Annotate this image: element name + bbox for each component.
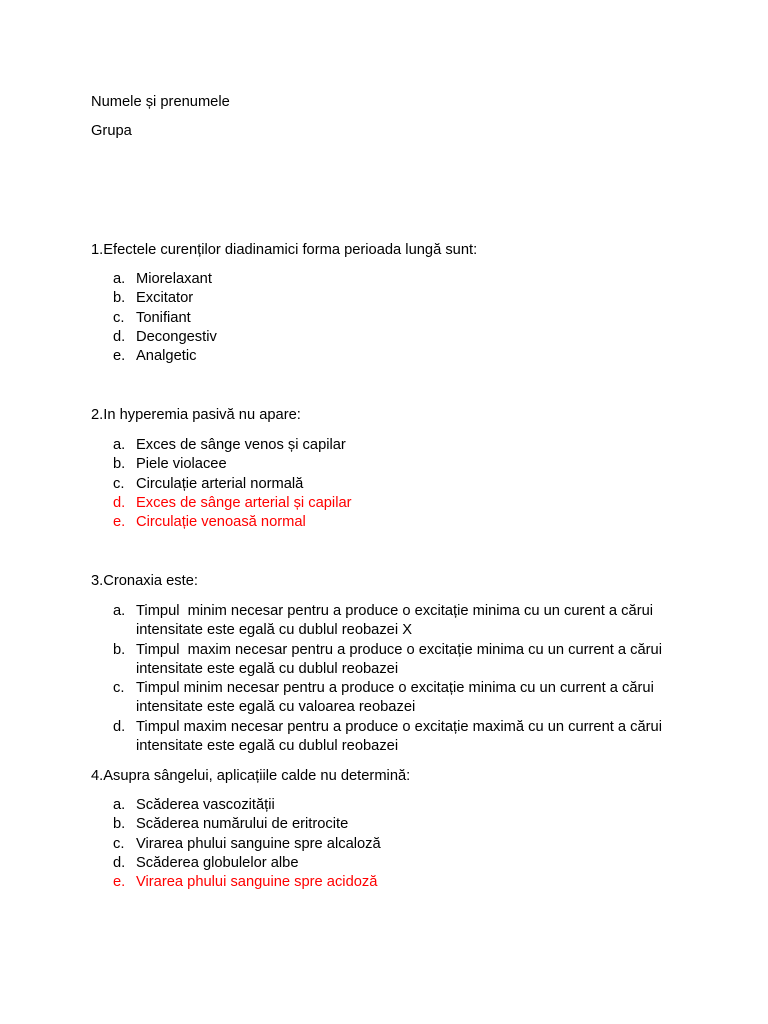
- answer-option: b. Piele violacee: [113, 456, 227, 473]
- answer-option: c. Circulație arterial normală: [113, 475, 304, 492]
- answer-option: a. Exces de sânge venos și capilar: [113, 437, 346, 453]
- answer-option: e. Analgetic: [113, 348, 197, 365]
- question-1-text: 1.Efectele curenților diadinamici forma perioada lungă sunt:: [91, 242, 478, 258]
- question-4-text: 4.Asupra sângelui, aplicațiile calde nu determină:: [91, 768, 411, 784]
- answer-option: a. Scăderea vascozității: [113, 797, 275, 813]
- name-label: Numele și prenumele: [91, 94, 230, 110]
- answer-option: d. Scăderea globulelor albe: [113, 854, 299, 871]
- answer-option: a. Timpul minim necesar pentru a produce o excitație minima cu un curent a cărui intensitate este egală cu dublul reobazei X: [113, 603, 658, 639]
- answer-option: c. Timpul minim necesar pentru a produce o excitație minima cu un current a cărui intensitate este egală cu valoarea reobazei: [113, 680, 658, 716]
- question-3-text: 3.Cronaxia este:: [91, 573, 198, 589]
- answer-option: a. Miorelaxant: [113, 271, 212, 287]
- question-2-text: 2.In hyperemia pasivă nu apare:: [91, 407, 301, 423]
- question-2-options: [91, 436, 691, 532]
- answer-option: b. Timpul maxim necesar pentru a produce o excitație minima cu un current a cărui intensitate este egală cu dublul reobazei: [113, 641, 667, 677]
- group-label: Grupa: [91, 123, 132, 139]
- answer-option-marked: e. Virarea phului sanguine spre acidoză: [113, 874, 378, 891]
- answer-option: d. Decongestiv: [113, 328, 217, 345]
- answer-option: b. Scăderea numărului de eritrocite: [113, 816, 349, 833]
- answer-option-marked: d. Exces de sânge arterial și capilar: [113, 494, 352, 511]
- answer-option: c. Virarea phului sanguine spre alcaloză: [113, 835, 381, 852]
- answer-option: d. Timpul maxim necesar pentru a produce o excitație maximă cu un current a cărui intensitate este egală cu dublul reobazei: [113, 718, 667, 755]
- question-1-options: [91, 270, 691, 366]
- answer-option: b. Excitator: [113, 290, 194, 307]
- answer-option: c. Tonifiant: [113, 309, 191, 326]
- question-4-options: [91, 796, 691, 892]
- question-3-options: [91, 602, 691, 756]
- answer-option-marked: e. Circulație venoasă normal: [113, 514, 306, 531]
